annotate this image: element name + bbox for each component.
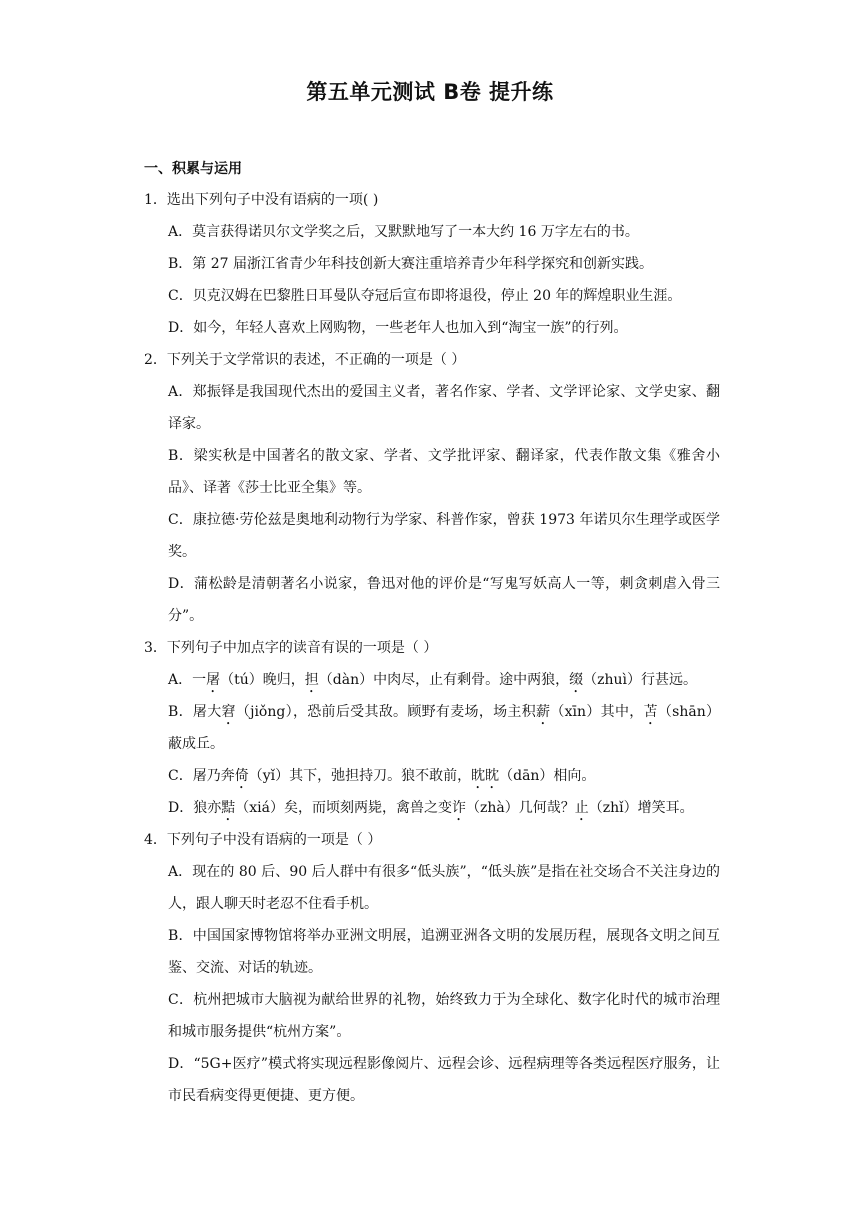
question-4-option-b: B．中国国家博物馆将举办亚洲文明展，追溯亚洲各文明的发展历程，展现各文明之间互鉴、交流、对话的轨迹。: [168, 928, 720, 976]
option-text: B．屠大: [168, 704, 222, 720]
question-1-stem: 1．选出下列句子中没有语病的一项( ): [144, 192, 379, 208]
option-text: （xiá）矣，而顷刻两毙，禽兽之变: [235, 800, 452, 816]
page-title: 第五单元测试 B卷 提升练: [306, 80, 554, 104]
option-text: （yǐ）其下，弛担持刀。狼不敢前，: [248, 768, 472, 784]
option-text: （zhà）几何哉？: [465, 800, 575, 816]
question-2-option-d: D．蒲松龄是清朝著名小说家，鲁迅对他的评价是“写鬼写妖高人一等，刺贪刺虐入骨三分”。: [168, 576, 720, 624]
question-3-option-a: [144, 664, 720, 696]
option-text: D．狼亦: [168, 800, 222, 816]
question-3-option-d: [144, 792, 720, 824]
question-2-stem: 2．下列关于文学常识的表述，不正确的一项是（ ）: [144, 352, 466, 368]
option-text: （dān）相向。: [499, 768, 596, 784]
question-4-option-a: A．现在的 80 后、90 后人群中有很多“低头族”，“低头族”是指在社交场合不关注身边的人，跟人聊天时老忍不住看手机。: [168, 864, 720, 912]
option-text: （zhǐ）增笑耳。: [588, 800, 694, 816]
dotted-character: 止: [574, 800, 589, 816]
dotted-character: 苫: [643, 704, 658, 720]
question-3-stem: 3．下列句子中加点字的读音有误的一项是（ ）: [144, 640, 438, 656]
option-text: A．一: [168, 672, 207, 688]
question-2-option-b: B．梁实秋是中国著名的散文家、学者、文学批评家、翻译家，代表作散文集《雅舍小品》、译著《莎士比亚全集》等。: [168, 448, 720, 496]
question-4-option-d: D．“5G+医疗”模式将实现远程影像阅片、远程会诊、远程病理等各类远程医疗服务，让市民看病变得更便捷、更方便。: [168, 1056, 720, 1104]
dotted-character: 倚: [234, 768, 249, 784]
option-text: （zhuì）行甚远。: [583, 672, 697, 688]
question-1-option-d: D．如今，年轻人喜欢上网购物，一些老年人也加入到“淘宝一族”的行列。: [168, 320, 628, 336]
question-2-option-a: A．郑振铎是我国现代杰出的爱国主义者，著名作家、学者、文学评论家、文学史家、翻译家。: [168, 384, 720, 432]
question-1-option-a: A．莫言获得诺贝尔文学奖之后，又默默地写了一本大约 16 万字左右的书。: [168, 224, 639, 240]
option-text: （xīn）其中，: [550, 704, 644, 720]
question-3-option-b: [144, 696, 720, 760]
dotted-character: 眈眈: [471, 768, 500, 784]
dotted-character: 诈: [451, 800, 466, 816]
option-text: （shān）蔽成丘。: [168, 704, 721, 752]
option-text: C．屠乃奔: [168, 768, 235, 784]
dotted-character: 屠: [206, 672, 221, 688]
dotted-character: 黠: [221, 800, 236, 816]
question-4-stem: 4．下列句子中没有语病的一项是（ ）: [144, 832, 382, 848]
question-list: [144, 184, 720, 1112]
dotted-character: 缀: [569, 672, 584, 688]
question-4-option-c: C．杭州把城市大脑视为献给世界的礼物，始终致力于为全球化、数字化时代的城市治理和城市服务提供“杭州方案”。: [168, 992, 720, 1040]
question-2-option-c: C．康拉德·劳伦兹是奥地利动物行为学家、科普作家，曾获 1973 年诺贝尔生理学或医学奖。: [168, 512, 720, 560]
option-text: （jiǒng），恐前后受其敌。顾野有麦场，场主积: [235, 704, 537, 720]
question-1-option-b: B．第 27 届浙江省青少年科技创新大赛注重培养青少年科学探究和创新实践。: [168, 256, 654, 272]
question-3-option-c: [144, 760, 720, 792]
option-text: （dàn）中肉尽，止有剩骨。途中两狼，: [318, 672, 570, 688]
question-1-option-c: C．贝克汉姆在巴黎胜日耳曼队夺冠后宣布即将退役，停止 20 年的辉煌职业生涯。: [168, 288, 682, 304]
dotted-character: 窘: [221, 704, 236, 720]
section-heading: 一、积累与运用: [144, 161, 242, 177]
dotted-character: 薪: [536, 704, 551, 720]
dotted-character: 担: [304, 672, 319, 688]
option-text: （tú）晚归，: [220, 672, 305, 688]
